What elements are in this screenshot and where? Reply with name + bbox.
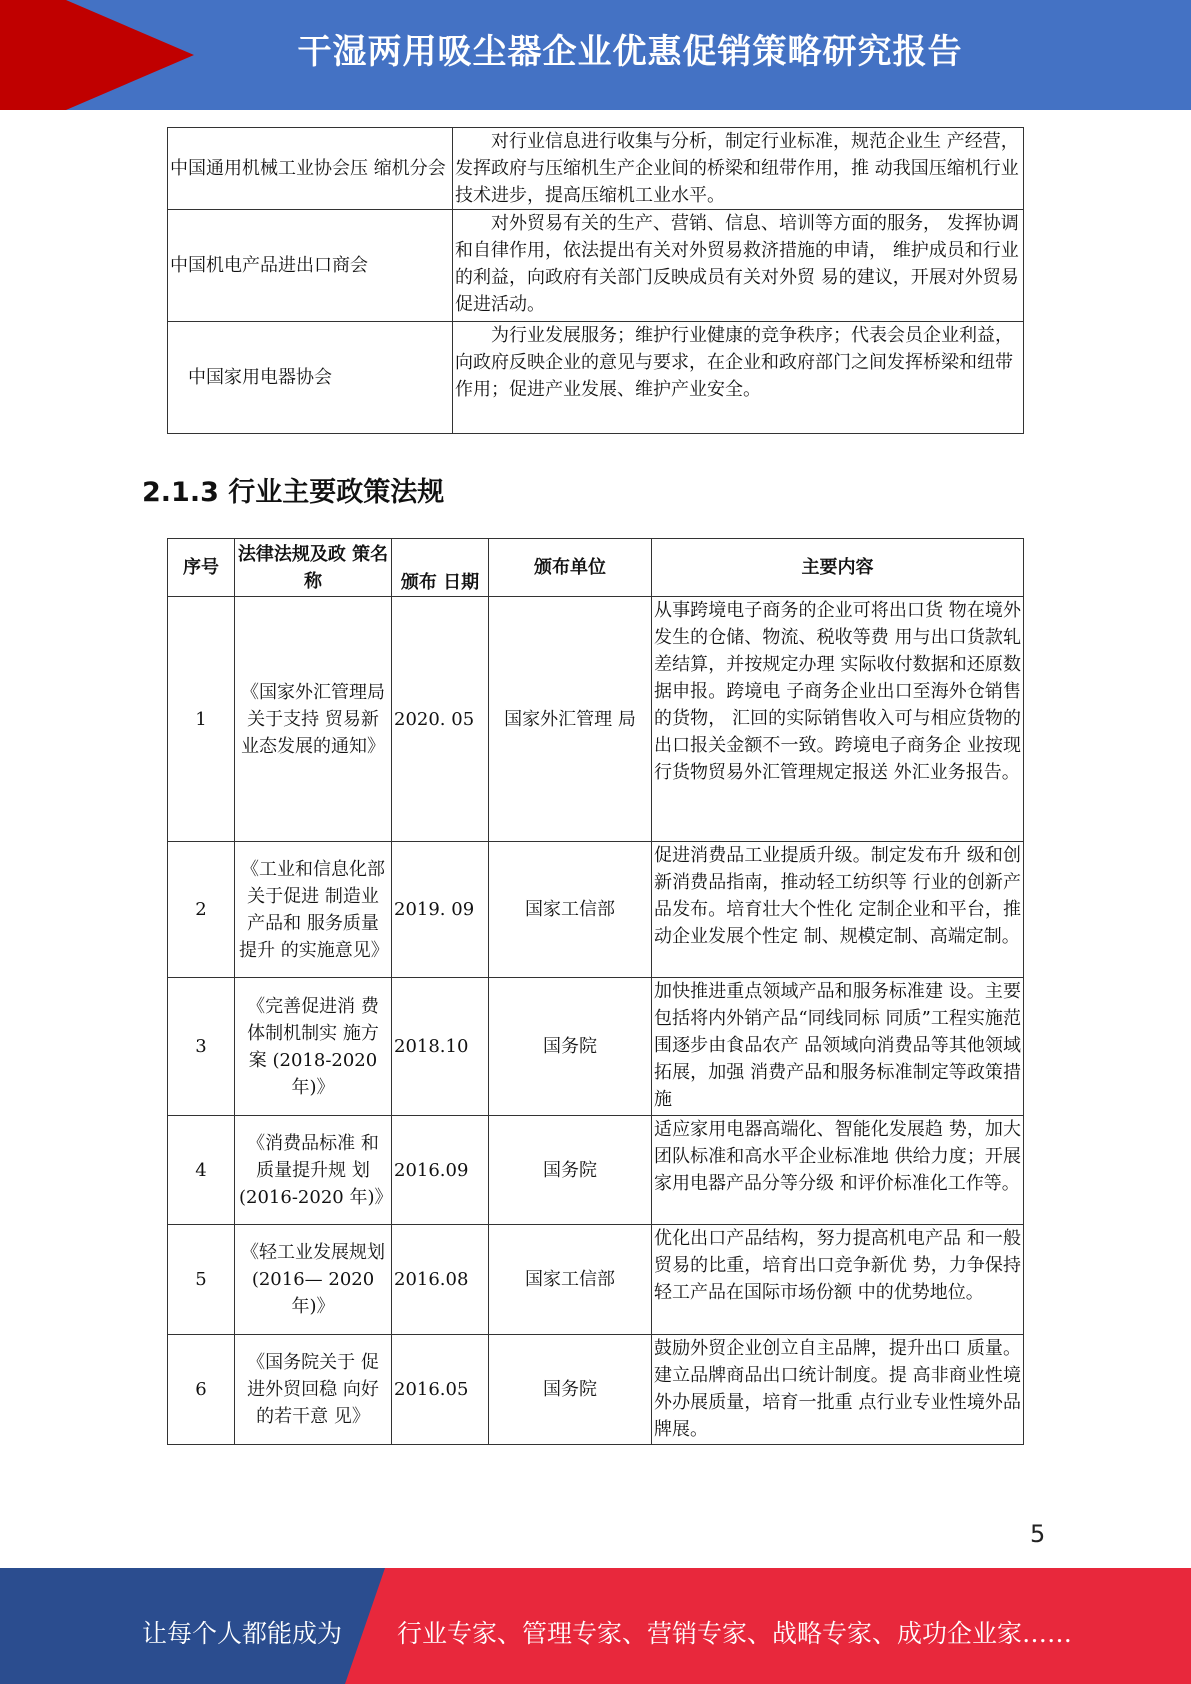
policy-content: 鼓励外贸企业创立自主品牌，提升出口 质量。建立品牌商品出口统计制度。提 高非商业性境外办展质量，培育一批重 点行业专业性境外品牌展。 (652, 1335, 1024, 1445)
policy-name: 《国务院关于 促进外贸回稳 向好的若干意 见》 (235, 1335, 392, 1445)
policy-name: 《国家外汇管理局关于支持 贸易新业态发展的通知》 (235, 597, 392, 842)
table-row (168, 1335, 1024, 1445)
table-row (168, 978, 1024, 1116)
row-number: 6 (168, 1335, 235, 1445)
column-header-issuer: 颁布单位 (489, 539, 652, 597)
issue-date: 2018.10 (392, 978, 489, 1116)
column-header-name: 法律法规及政 策名称 (235, 539, 392, 597)
issuing-body: 国家外汇管理 局 (489, 597, 652, 842)
section-heading: 2.1.3 行业主要政策法规 (142, 477, 445, 508)
footer-slogan-right: 行业专家、管理专家、营销专家、战略专家、成功企业家…… (397, 1619, 1073, 1648)
table-header-row (168, 539, 1024, 597)
row-number: 3 (168, 978, 235, 1116)
association-description: 对行业信息进行收集与分析，制定行业标准，规范企业生 产经营，发挥政府与压缩机生产企业间的桥梁和纽带作用，推 动我国压缩机行业技术进步，提高压缩机工业水平。 (453, 128, 1024, 210)
policy-content: 适应家用电器高端化、智能化发展趋 势，加大团队标准和高水平企业标准地 供给力度；开展家用电器产品分等分级 和评价标准化工作等。 (652, 1116, 1024, 1225)
header-red-arrow (66, 0, 194, 110)
issue-date: 2016.05 (392, 1335, 489, 1445)
issue-date: 2016.09 (392, 1116, 489, 1225)
column-header-no: 序号 (168, 539, 235, 597)
association-description: 为行业发展服务；维护行业健康的竞争秩序；代表会员企业利益，向政府反映企业的意见与要求，在企业和政府部门之间发挥桥梁和纽带作用；促进产业发展、维护产业安全。 (453, 322, 1024, 434)
row-number: 4 (168, 1116, 235, 1225)
table-row (168, 128, 1024, 210)
issuing-body: 国务院 (489, 978, 652, 1116)
report-title: 干湿两用吸尘器企业优惠促销策略研究报告 (297, 32, 963, 72)
issue-date: 2020. 05 (392, 597, 489, 842)
policy-name: 《消费品标准 和质量提升规 划(2016-2020 年)》 (235, 1116, 392, 1225)
policy-content: 促进消费品工业提质升级。制定发布升 级和创新消费品指南，推动轻工纺织等 行业的创新产品发布。培育壮大个性化 定制企业和平台，推动企业发展个性定 制、规模定制、高端定制。 (652, 842, 1024, 978)
table-row (168, 1225, 1024, 1335)
policy-name: 《完善促进消 费体制机制实 施方案 (2018-2020 年)》 (235, 978, 392, 1116)
policy-regulation-table (167, 538, 1024, 1445)
table-row (168, 842, 1024, 978)
header-red-block (0, 0, 66, 110)
policy-name: 《轻工业发展规划(2016— 2020 年)》 (235, 1225, 392, 1335)
issuing-body: 国务院 (489, 1116, 652, 1225)
association-description: 对外贸易有关的生产、营销、信息、培训等方面的服务， 发挥协调和自律作用，依法提出有关对外贸易救济措施的申请， 维护成员和行业的利益，向政府有关部门反映成员有关对外贸 易的建议，开展对外贸易促进活动。 (453, 210, 1024, 322)
footer-banner (0, 1568, 1191, 1684)
header-banner (0, 0, 1191, 110)
association-name: 中国家用电器协会 (168, 322, 453, 434)
table-row (168, 597, 1024, 842)
page-number: 5 (1030, 1520, 1046, 1548)
issuing-body: 国务院 (489, 1335, 652, 1445)
policy-name: 《工业和信息化部关于促进 制造业产品和 服务质量提升 的实施意见》 (235, 842, 392, 978)
row-number: 1 (168, 597, 235, 842)
table-row (168, 322, 1024, 434)
row-number: 2 (168, 842, 235, 978)
table-row (168, 1116, 1024, 1225)
footer-slogan-left: 让每个人都能成为 (142, 1619, 343, 1648)
row-number: 5 (168, 1225, 235, 1335)
policy-content: 从事跨境电子商务的企业可将出口货 物在境外发生的仓储、物流、税收等费 用与出口货款轧差结算，并按规定办理 实际收付数据和还原数据申报。跨境电 子商务企业出口至海外仓销售的货物， 汇回的实际销售收入可与相应货物的 出口报关金额不一致。跨境电子商务企 业按现行货物贸易外汇管理规定报送 外汇业务报告。 (652, 597, 1024, 842)
association-name: 中国通用机械工业协会压 缩机分会 (168, 128, 453, 210)
footer-blue-slant (345, 1568, 385, 1684)
issue-date: 2019. 09 (392, 842, 489, 978)
policy-content: 优化出口产品结构，努力提高机电产品 和一般贸易的比重，培育出口竞争新优 势，力争保持轻工产品在国际市场份额 中的优势地位。 (652, 1225, 1024, 1335)
association-name: 中国机电产品进出口商会 (168, 210, 453, 322)
issuing-body: 国家工信部 (489, 1225, 652, 1335)
column-header-date: 颁布 日期 (392, 539, 489, 597)
table-row (168, 210, 1024, 322)
issue-date: 2016.08 (392, 1225, 489, 1335)
column-header-content: 主要内容 (652, 539, 1024, 597)
policy-content: 加快推进重点领域产品和服务标准建 设。主要包括将内外销产品“同线同标 同质”工程实施范围逐步由食品农产 品领域向消费品等其他领域拓展，加强 消费产品和服务标准制定等政策措施 (652, 978, 1024, 1116)
issuing-body: 国家工信部 (489, 842, 652, 978)
industry-association-table (167, 127, 1024, 434)
